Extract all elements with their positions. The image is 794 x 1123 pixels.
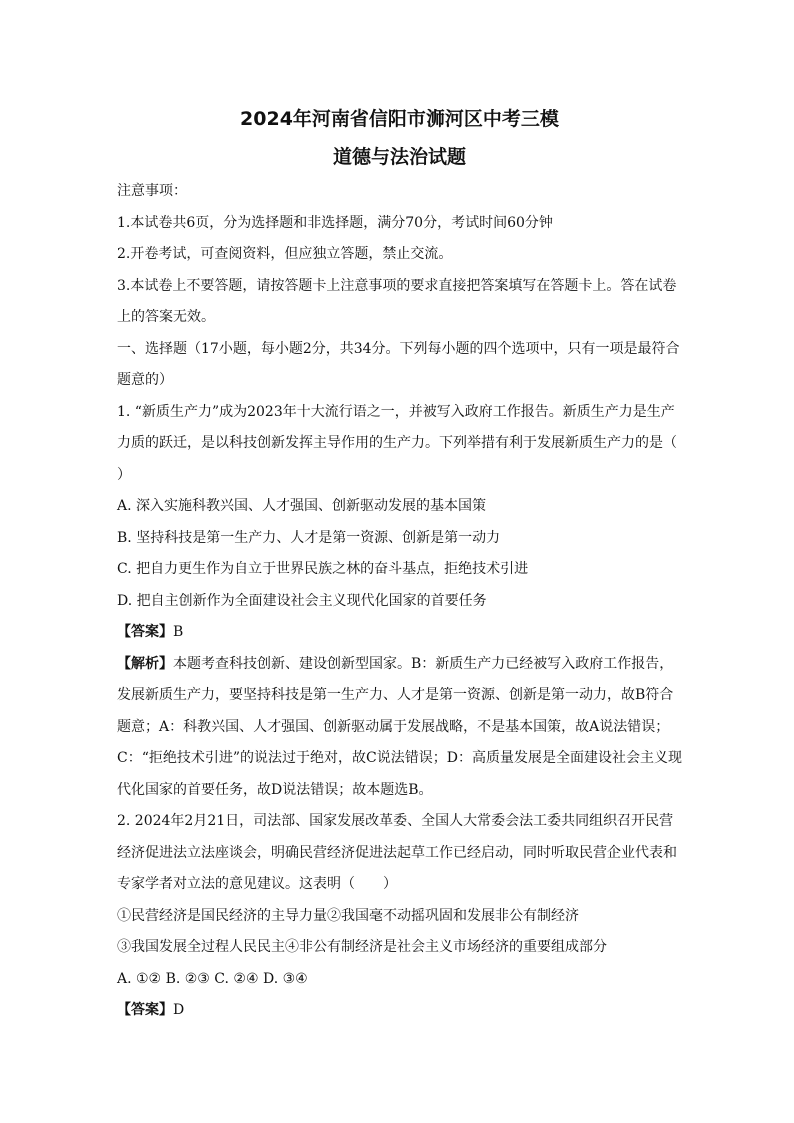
question-1-stem: 1. “新质生产力”成为2023年十大流行语之一，并被写入政府工作报告。新质生产力是生产力质的跃迁，是以科技创新发挥主导作用的生产力。下列举措有利于发展新质生产力的是（ ） xyxy=(117,403,705,483)
question-1-option-a: A. 深入实施科教兴国、人才强国、创新驱动发展的基本国策 xyxy=(117,498,487,514)
question-2-choices: A. ①② B. ②③ C. ②④ D. ③④ xyxy=(117,970,308,987)
answer-value: B xyxy=(173,624,184,640)
analysis-label: 【解析】 xyxy=(117,655,173,672)
answer-label: 【答案】 xyxy=(117,624,173,640)
section-heading: 一、选择题（17小题，每小题2分，共34分。下列每小题的四个选项中，只有一项是最符合题意的） xyxy=(117,340,680,388)
question-2-answer xyxy=(117,995,682,1027)
exam-title: 2024年河南省信阳市浉河区中考三模 xyxy=(240,108,559,130)
answer-value: D xyxy=(173,1002,185,1018)
note-item-2: 2.开卷考试，可查阅资料，但应独立答题，禁止交流。 xyxy=(117,246,453,262)
question-2-statement-1: ①民营经济是国民经济的主导力量②我国毫不动摇巩固和发展非公有制经济 xyxy=(117,907,579,924)
question-2-stem: 2. 2024年2月21日，司法部、国家发展改革委、全国人大常委会法工委共同组织召开民营经济促进法立法座谈会，明确民营经济促进法起草工作已经启动，同时听取民营企业代表和专家学者对立法的意见建议。这表明（ ） xyxy=(117,813,677,892)
question-1-option-b: B. 坚持科技是第一生产力、人才是第一资源、创新是第一动力 xyxy=(117,529,501,546)
question-1-answer xyxy=(117,617,682,649)
analysis-text: 本题考查科技创新、建设创新型国家。B：新质生产力已经被写入政府工作报告，发展新质生产力，要坚持科技是第一生产力、人才是第一资源、创新是第一动力，故B符合题意；A：科教兴国、人才强国、创新驱动属于发展战略，不是基本国策，故A说法错误；C：“拒绝技术引进”的说法过于绝对，故C说法错误；D：高质量发展是全面建设社会主义现代化国家的首要任务，故D说法错误；故本题选B。 xyxy=(117,655,682,798)
question-1-analysis xyxy=(117,649,682,807)
note-item-1: 1.本试卷共6页，分为选择题和非选择题，满分70分，考试时间60分钟 xyxy=(117,214,553,231)
question-1-option-c: C. 把自力更生作为自立于世界民族之林的奋斗基点，拒绝技术引进 xyxy=(117,561,529,577)
answer-label: 【答案】 xyxy=(117,1002,173,1018)
notes-heading: 注意事项： xyxy=(117,183,187,199)
question-1-option-d: D. 把自主创新作为全面建设社会主义现代化国家的首要任务 xyxy=(117,592,487,609)
note-item-3: 3.本试卷上不要答题，请按答题卡上注意事项的要求直接把答案填写在答题卡上。答在试卷上的答案无效。 xyxy=(117,277,677,325)
question-2-statement-2: ③我国发展全过程人民民主④非公有制经济是社会主义市场经济的重要组成部分 xyxy=(117,939,607,955)
exam-subject: 道德与法治试题 xyxy=(332,146,466,168)
